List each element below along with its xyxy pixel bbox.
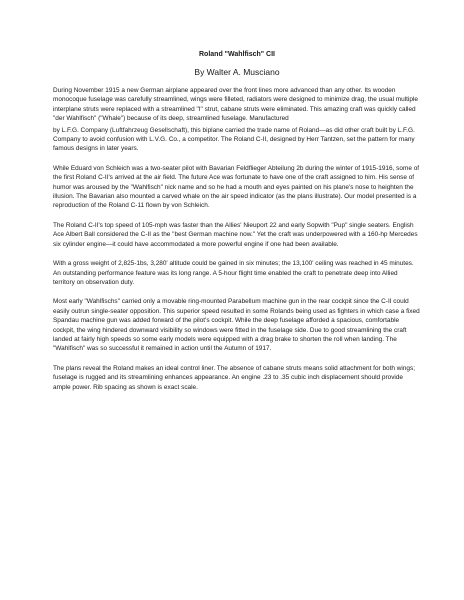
paragraph-3: While Eduard von Schleich was a two-seater pilot with Bavarian Feldflieger Abteilung 2b during the winter of 1915-1916, some of the first Roland C-II's arrived at the air field. The future Ace was fortunate to have one of the craft assigned to him. His sense of humor was aroused by the "Wahlfisch" nick name and so he had a mouth and eyes painted on his plane's nose to heighten the illusion. The Bavarian also mounted a carved whale on the air speed indicator (as the plans illustrate). Our model presented is a reproduction of the Roland C-11 flown by von Schleich.: [53, 164, 420, 210]
document-title: Roland "Wahlfisch" CII: [199, 51, 275, 58]
paragraph-1: During November 1915 a new German airplane appeared over the front lines more advanced than any other. Its wooden monocoque fuselage was carefully streamlined, wings were filleted, radiators were designed to minimize drag, the usual multiple interplane struts were replaced with a streamlined "I" strut, cabane struts were eliminated. This amazing craft was quickly called "der Wahlfisch" ("Whale") because of its deep, streamlined fuselage. Manufactured: [53, 87, 418, 123]
paragraph-2: by L.F.G. Company (Luftfahrzeug Gesellschaft), this biplane carried the trade name of Roland—as did other craft built by L.F.G. Company to avoid confusion with L.V.G. Co., a competitor. The Roland C-II, designed by Herr Tantzen, set the pattern for many famous designs in later years.: [53, 126, 415, 153]
document-byline: By Walter A. Musciano: [194, 67, 280, 77]
paragraph-5: With a gross weight of 2,825-1bs, 3,280' altitude could be gained in six minutes; the 13,100' ceiling was reached in 45 minutes. An outstanding performance feature was its long range. A 5-hour flight time enabled the craft to penetrate deep into Allied territory on observation duty.: [53, 260, 414, 286]
paragraph-7: The plans reveal the Roland makes an ideal control liner. The absence of cabane struts means solid attachment for both wings; fuselage is rugged and its streamlining enhances appearance. An engine .23 to .35 cubic inch displacement should provide ample power. Rib spacing as shown is exact scale.: [53, 364, 416, 391]
document-page: [53, 50, 421, 402]
paragraph-6: Most early "Wahlfischs" carried only a movable ring-mounted Parabellum machine gun in the rear cockpit since the C-II could easily outrun single-seater opposition. This superior speed resulted in some Rolands being used as fighters in which case a fixed Spandau machine gun was added forward of the pilot's cockpit. While the deep fuselage afforded a spacious, comfortable cockpit, the wing hindered downward visibility so windows were fitted in the fuselage side. Due to good streamlining the craft landed at fairly high speeds so some early models were equipped with a drag brake to shorten the roll when landing. The "Wahlfisch" was so successful it remained in action until the Autumn of 1917.: [53, 298, 420, 353]
paragraph-4: The Roland C-II's top speed of 105-mph was faster than the Allies' Nieuport 22 and early Sopwith "Pup" single seaters. English Ace Albert Ball considered the C-II as the "best German machine now." Yet the craft was underpowered with a 160-hp Mercedes six cylinder engine—it could have accommodated a more powerful engine if one had been available.: [53, 221, 418, 248]
